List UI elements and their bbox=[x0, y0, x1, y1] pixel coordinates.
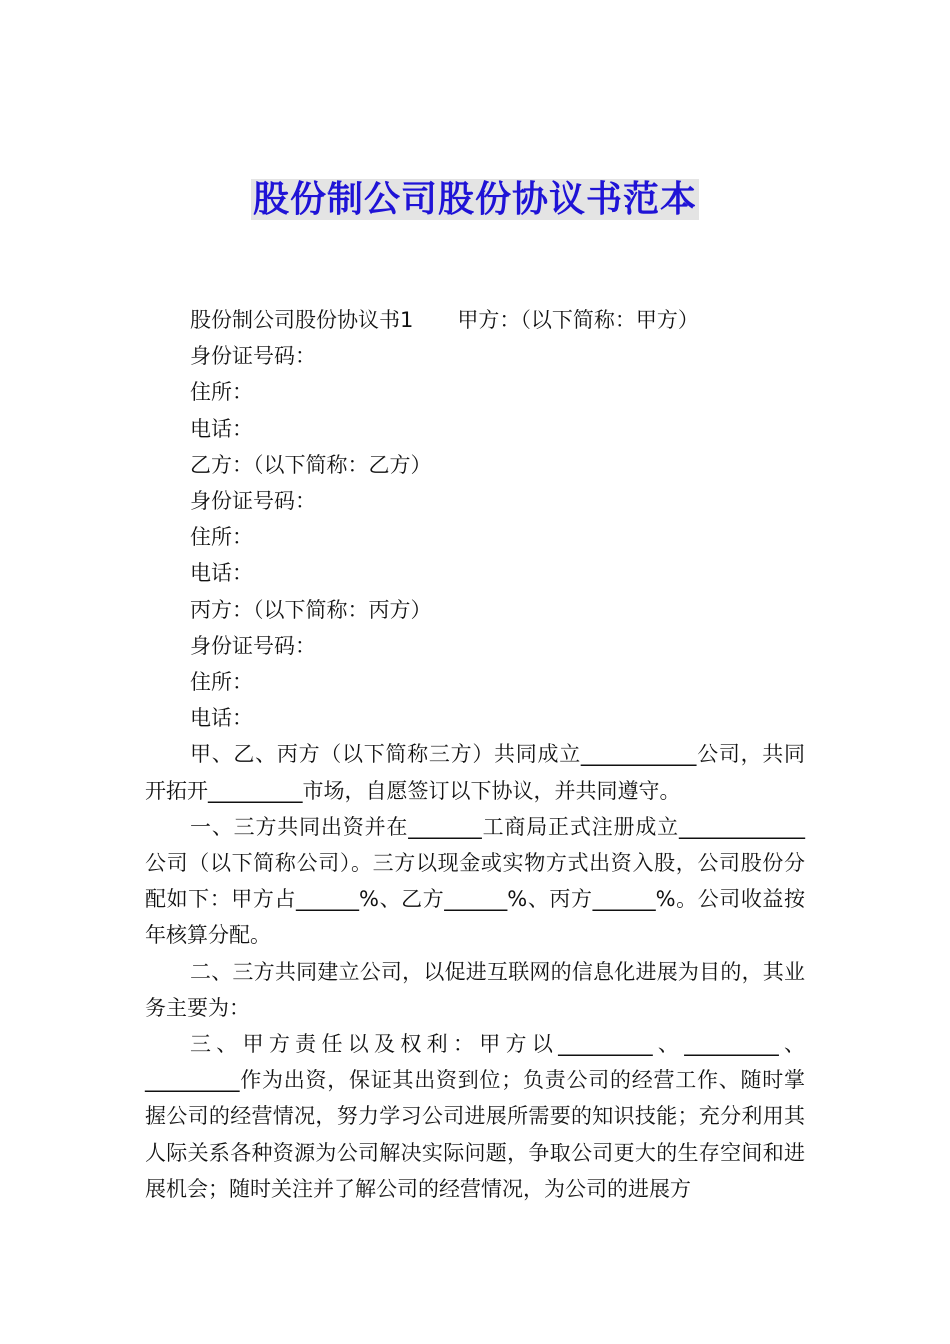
party-b-id-line: 身份证号码： bbox=[190, 489, 316, 514]
party-a-address-line: 住所： bbox=[190, 380, 253, 405]
party-a-label: 甲方：（以下简称：甲方） bbox=[457, 308, 699, 332]
party-a-id-line: 身份证号码： bbox=[190, 344, 316, 369]
party-c-label: 丙方：（以下简称：丙方） bbox=[190, 597, 432, 622]
paragraph-clause-2: 二、三方共同建立公司，以促进互联网的信息化进展为目的，其业务主要为： bbox=[145, 959, 805, 1020]
party-c-id-line: 身份证号码： bbox=[190, 633, 316, 658]
party-b-phone-line: 电话： bbox=[190, 561, 253, 586]
document-body bbox=[145, 302, 805, 1207]
agreement-heading: 股份制公司股份协议书1 bbox=[190, 308, 414, 332]
paragraph-intro: 甲、乙、丙方（以下简称三方）共同成立___________公司，共同开拓开_________市场，自愿签订以下协议，并共同遵守。 bbox=[145, 742, 805, 803]
paragraph-clause-3: 三、甲方责任以及权利：甲方以_________、_________、_________作为出资，保证其出资到位；负责公司的经营工作、随时掌握公司的经营情况，努力学习公司进展所需要的知识技能；充分利用其人际关系各种资源为公司解决实际问题，争取公司更大的生存空间和进展机会；随时关注并了解公司的经营情况，为公司的进展方 bbox=[145, 1032, 805, 1201]
party-c-address-line: 住所： bbox=[190, 670, 253, 695]
document-title-text: 股份制公司股份协议书范本 bbox=[252, 179, 697, 220]
party-b-label: 乙方：（以下简称：乙方） bbox=[190, 452, 432, 477]
document-title bbox=[0, 176, 950, 224]
party-a-phone-line: 电话： bbox=[190, 416, 253, 441]
party-c-phone-line: 电话： bbox=[190, 706, 253, 731]
party-b-address-line: 住所： bbox=[190, 525, 253, 550]
paragraph-clause-1: 一、三方共同出资并在_______工商局正式注册成立____________公司（以下简称公司）。三方以现金或实物方式出资入股，公司股份分配如下：甲方占______%、乙方______%、丙方______%。公司收益按年核算分配。 bbox=[145, 814, 805, 948]
first-line bbox=[145, 302, 805, 338]
